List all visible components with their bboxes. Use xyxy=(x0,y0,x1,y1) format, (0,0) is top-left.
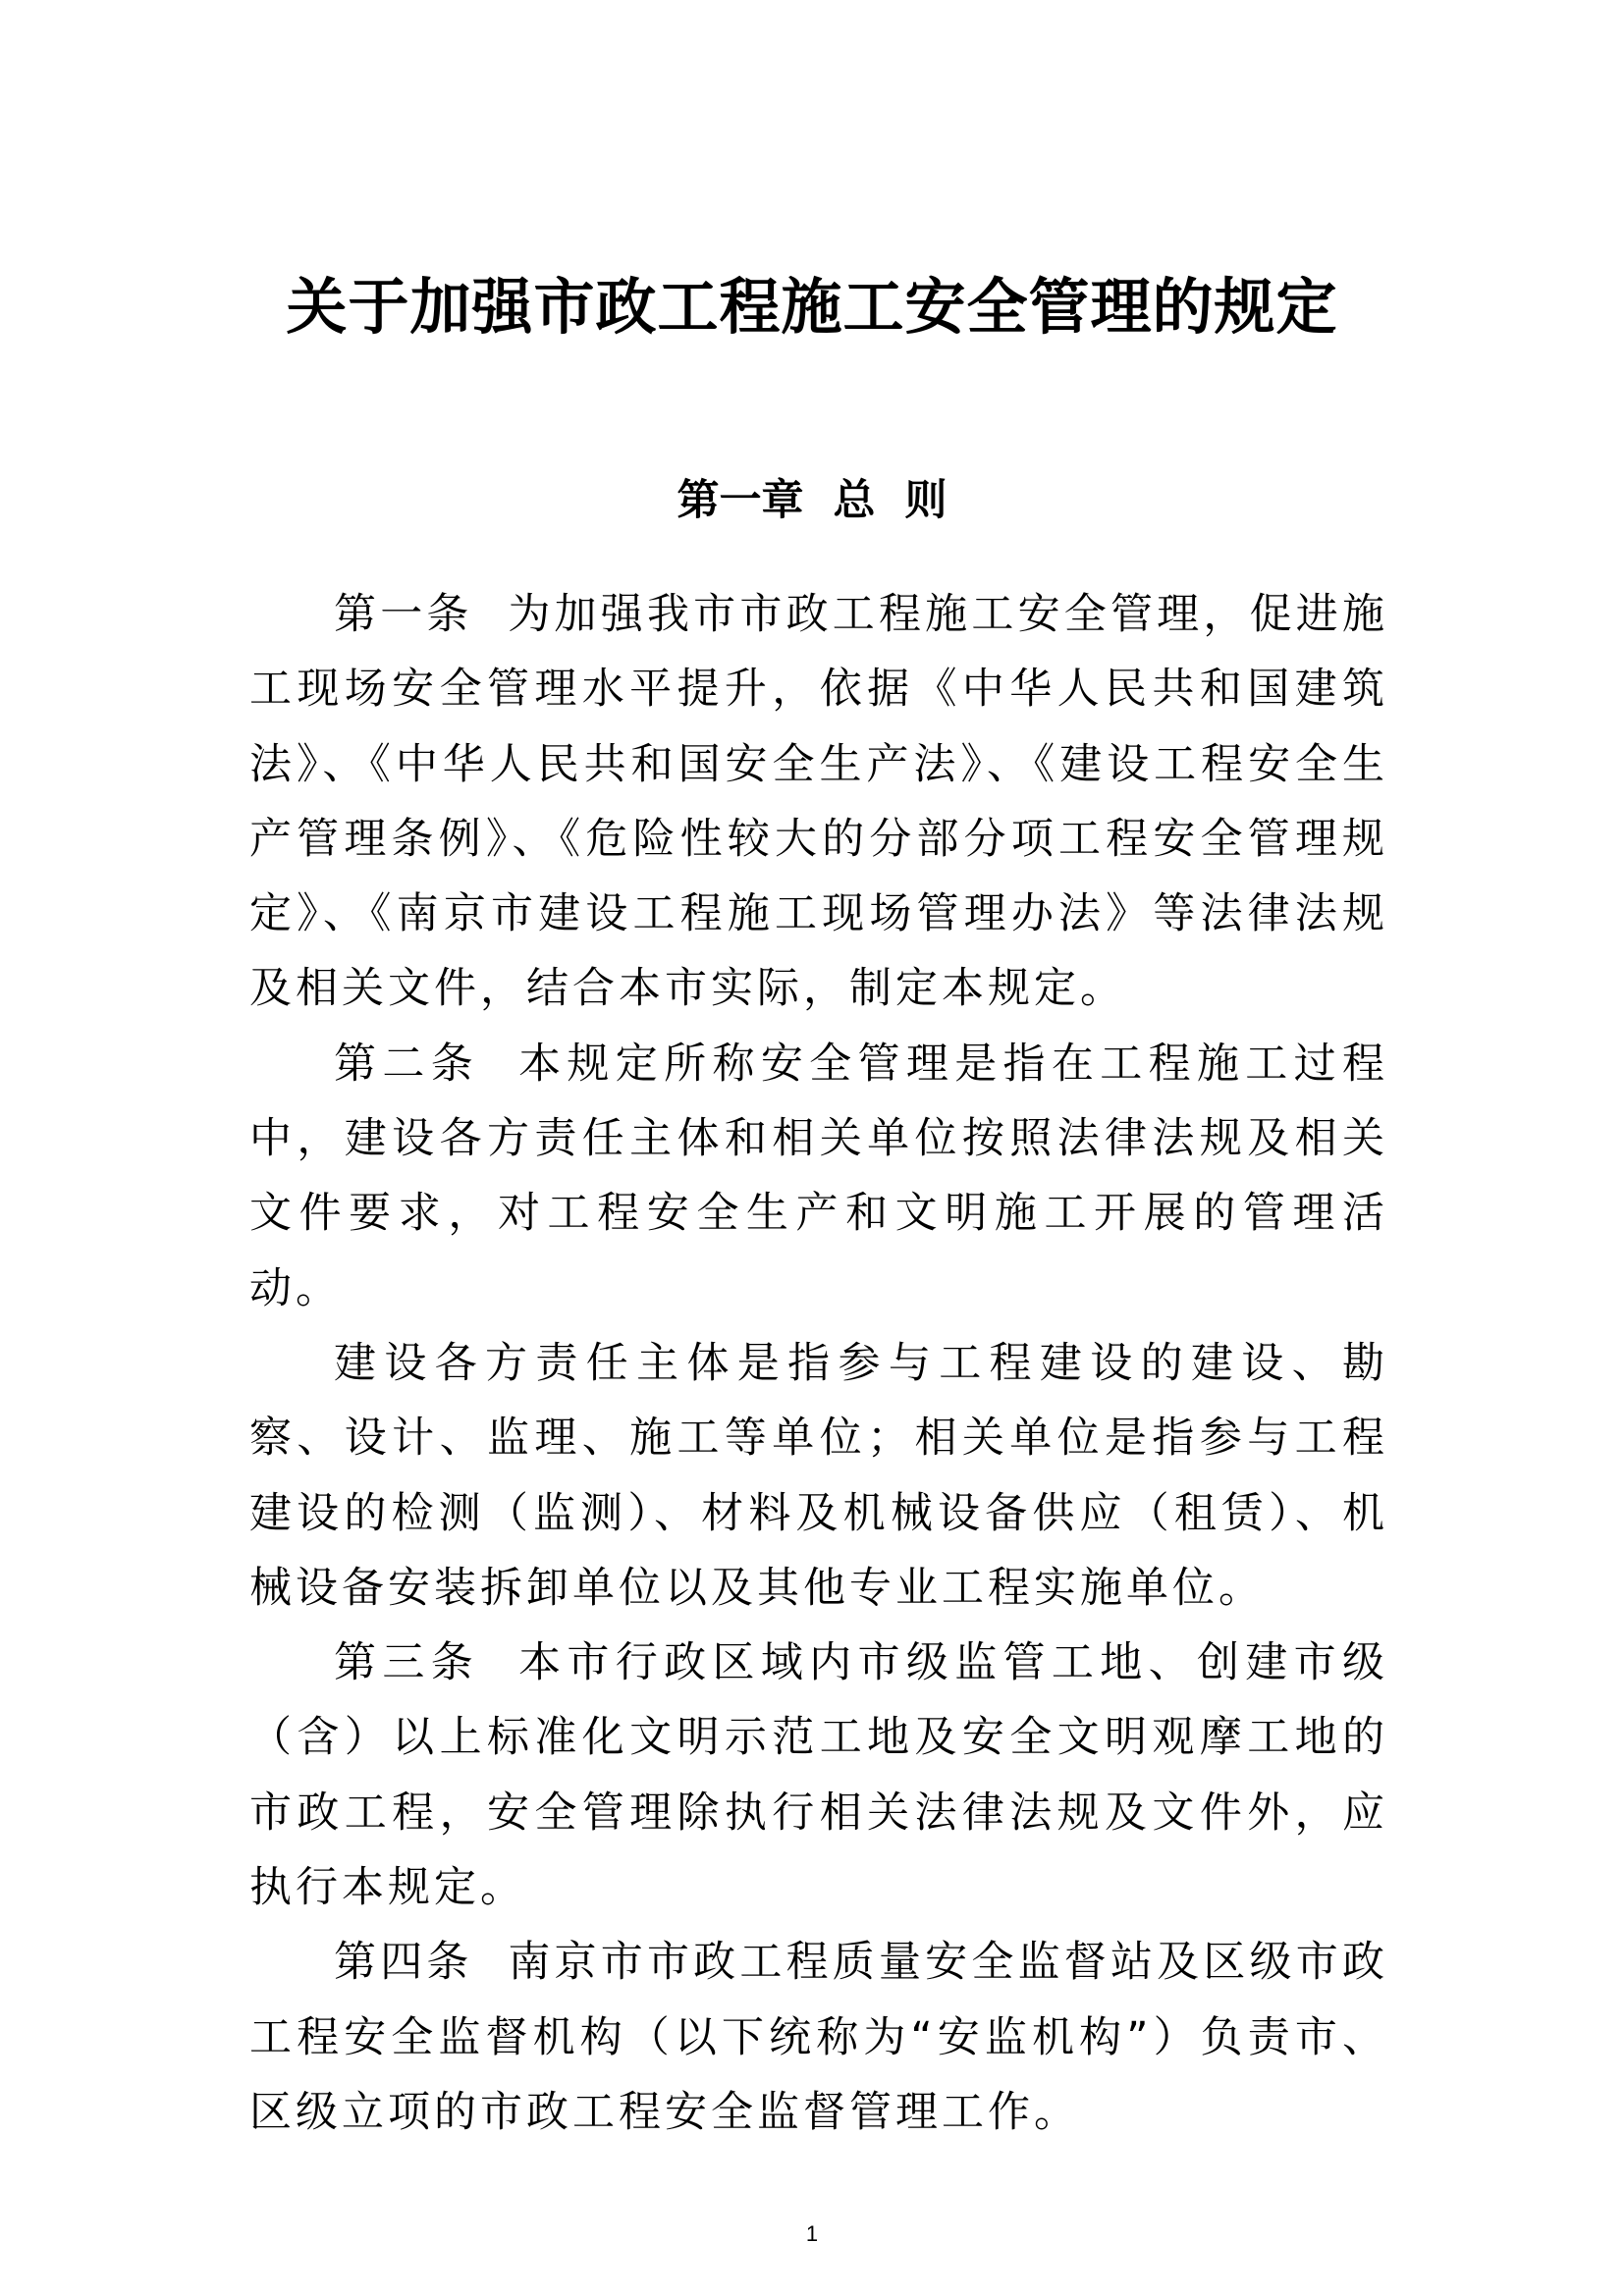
page-number: 1 xyxy=(805,2221,819,2246)
document-body xyxy=(249,577,1388,2150)
article-2-definition-paragraph: 建设各方责任主体是指参与工程建设的建设、勘察、设计、监理、施工等单位；相关单位是指参与工程建设的检测（监测）、材料及机械设备供应（租赁）、机械设备安装拆卸单位以及其他专业工程实施单位。 xyxy=(249,1338,1388,1613)
document-title: 关于加强市政工程施工安全管理的规定 xyxy=(286,271,1338,343)
article-3-paragraph: 第三条 本市行政区域内市级监管工地、创建市级（含）以上标准化文明示范工地及安全文明观摩工地的市政工程，安全管理除执行相关法律法规及文件外，应执行本规定。 xyxy=(249,1638,1388,1913)
chapter-heading: 第一章 总 则 xyxy=(677,476,947,525)
article-2-paragraph: 第二条 本规定所称安全管理是指在工程施工过程中，建设各方责任主体和相关单位按照法律法规及相关文件要求，对工程安全生产和文明施工开展的管理活动。 xyxy=(249,1039,1388,1313)
article-1-paragraph: 第一条 为加强我市市政工程施工安全管理，促进施工现场安全管理水平提升，依据《中华人民共和国建筑法》、《中华人民共和国安全生产法》、《建设工程安全生产管理条例》、《危险性较大的分部分项工程安全管理规定》、《南京市建设工程施工现场管理办法》等法律法规及相关文件，结合本市实际，制定本规定。 xyxy=(249,590,1388,1014)
article-4-paragraph: 第四条 南京市市政工程质量安全监督站及区级市政工程安全监督机构（以下统称为“安监机构”）负责市、区级立项的市政工程安全监督管理工作。 xyxy=(249,1938,1388,2137)
